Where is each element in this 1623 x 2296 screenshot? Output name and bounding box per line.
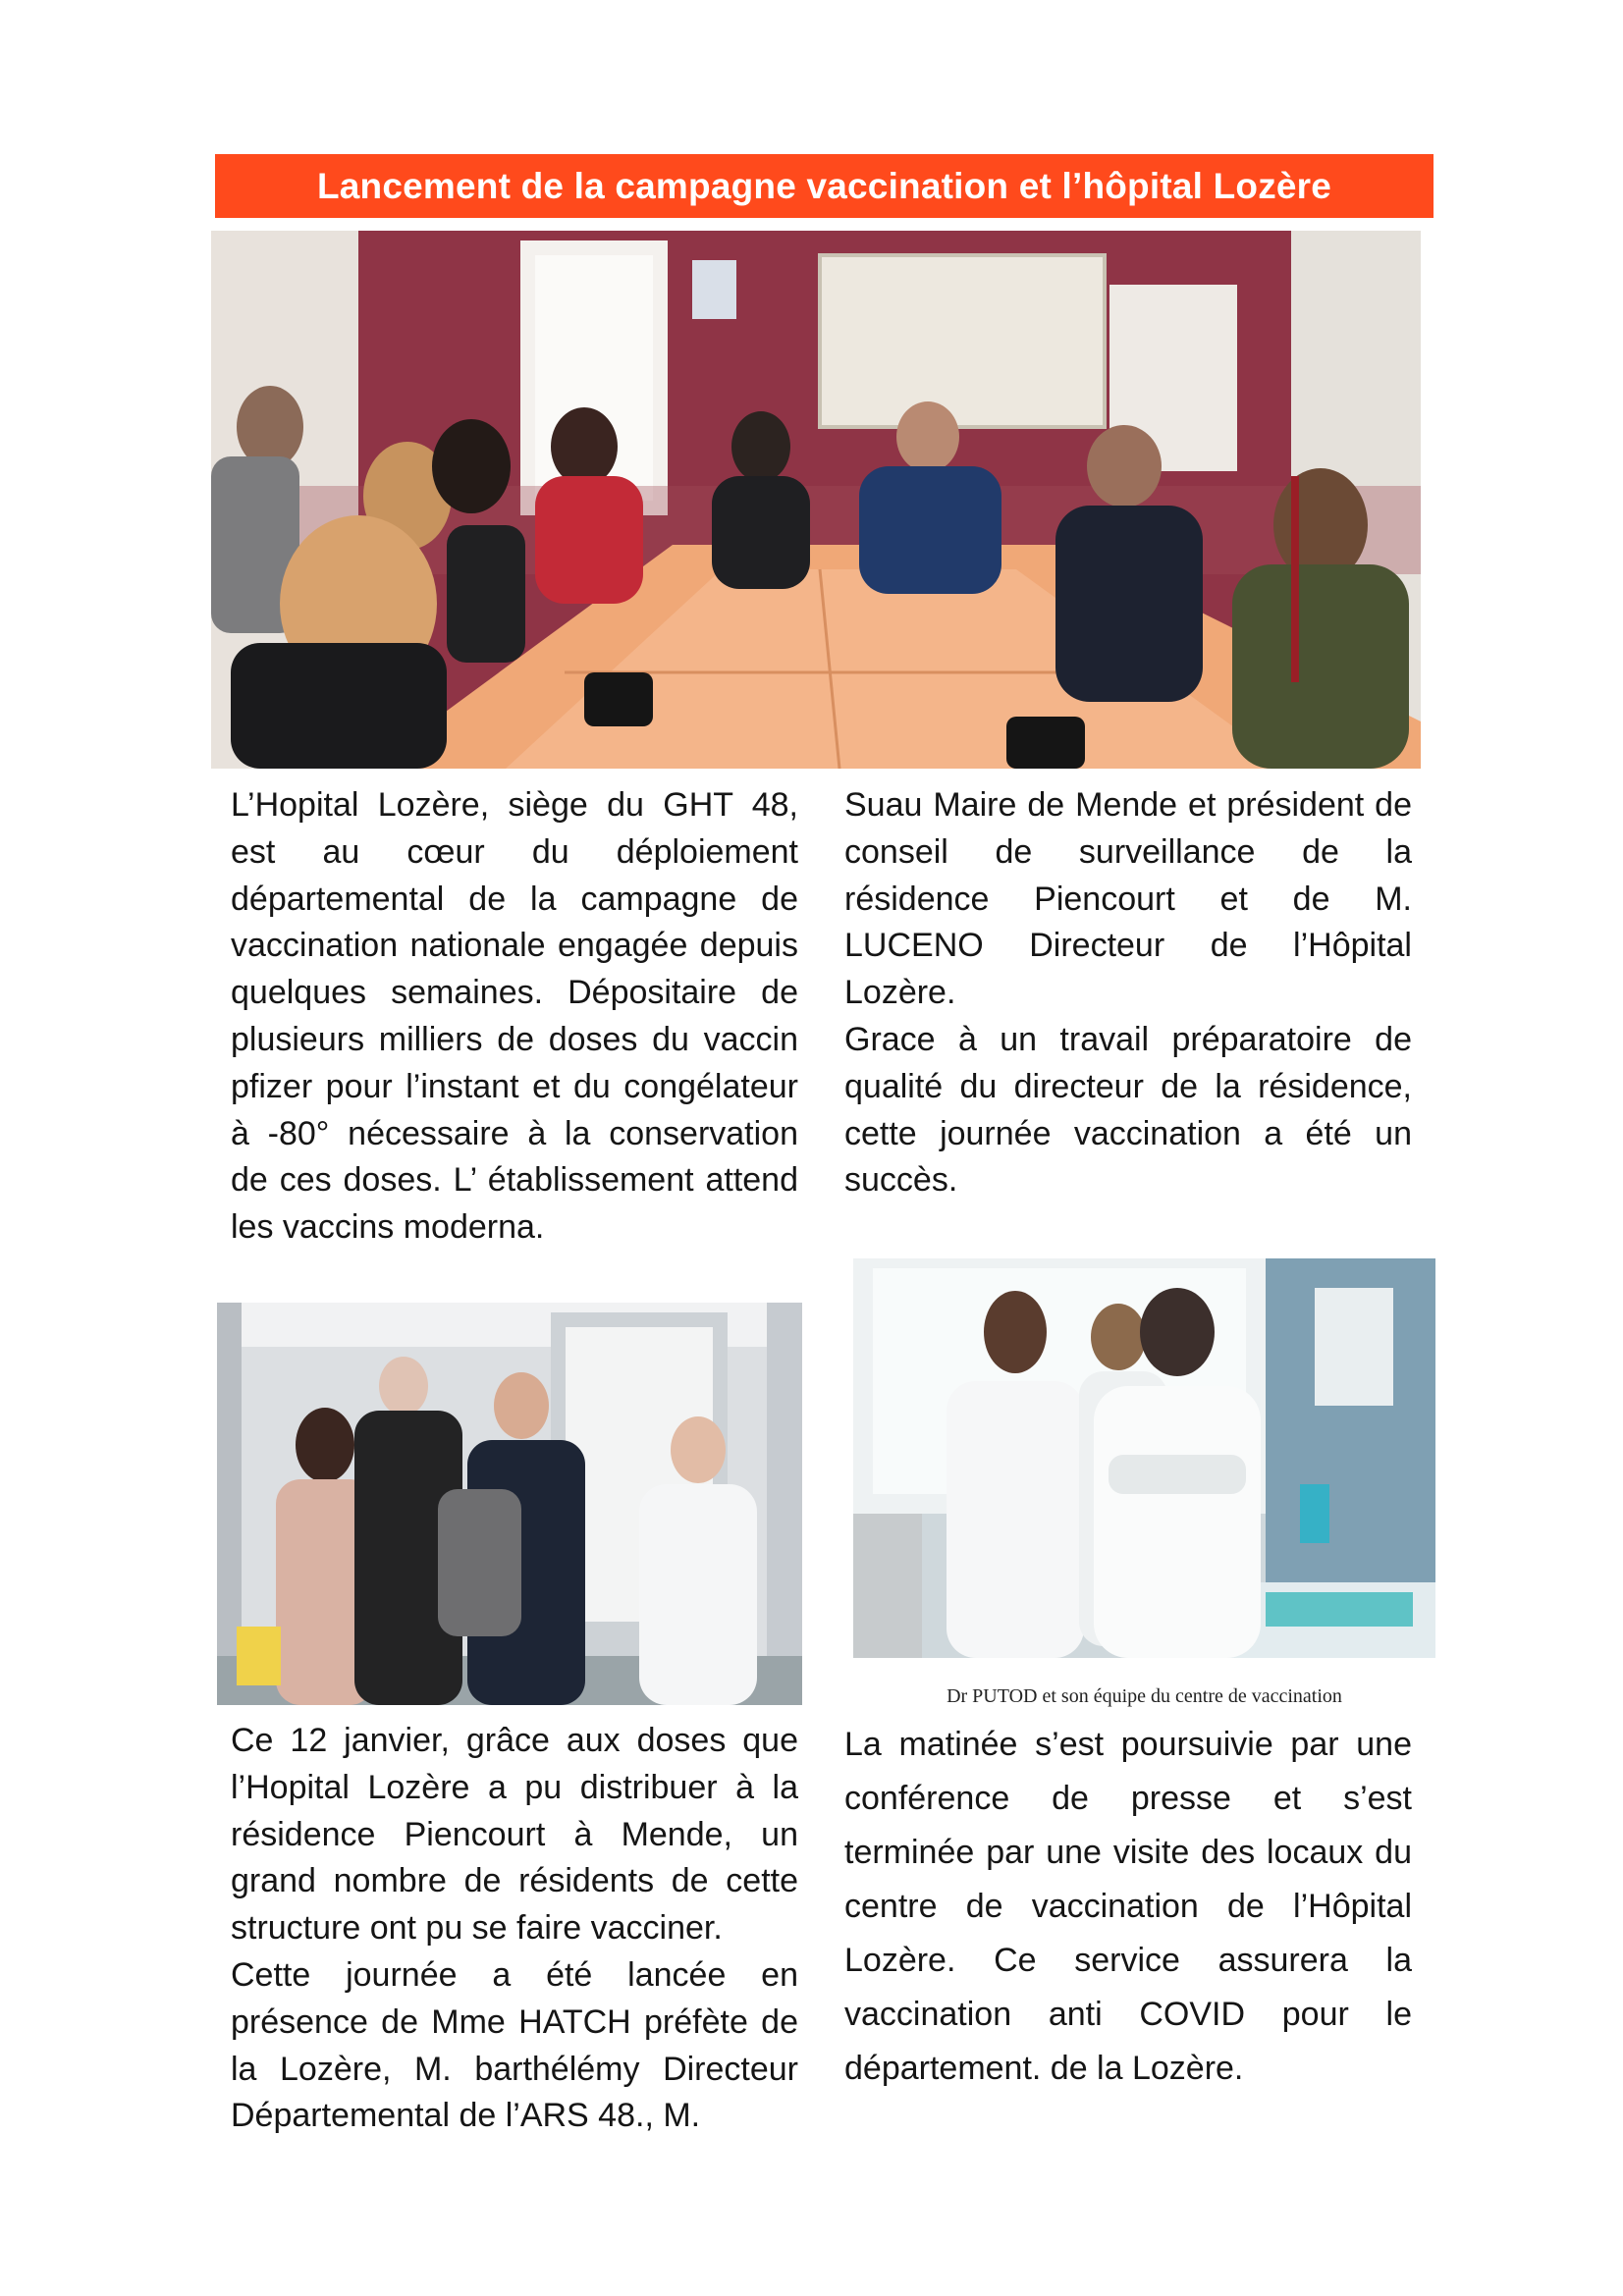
event-paragraphs (231, 1718, 798, 2140)
event-text-2: Cette journée a été lancée en présence de Mme HATCH préfète de la Lozère, M. barthélémy Directeur Départemental de l’ARS 48., M. (231, 1955, 798, 2135)
vaccination-team-photo (853, 1258, 1435, 1658)
article-title: Lancement de la campagne vaccination et l’hôpital Lozère (316, 165, 1332, 206)
intro-paragraph (231, 782, 798, 1252)
intro-text: L’Hopital Lozère, siège du GHT 48, est au cœur du déploiement départemental de la campagne de vaccination nationale engagée depuis quelques semaines. Dépositaire de plusieurs milliers de doses du vaccin pfizer pour l’instant et du congélateur à -80° nécessaire à la conservation de ces doses. L’ établissement attend les vaccins moderna. (231, 786, 798, 1247)
team-photo-caption: Dr PUTOD et son équipe du centre de vaccination (947, 1685, 1342, 1707)
visit-photo (217, 1303, 802, 1705)
closing-paragraph (844, 1718, 1412, 2096)
article-title-banner (215, 154, 1434, 218)
continuation-text-1: Suau Maire de Mende et président de conseil de surveillance de la résidence Piencourt et de M. LUCENO Directeur de l’Hôpital Lozère. (844, 786, 1412, 1012)
event-text-1: Ce 12 janvier, grâce aux doses que l’Hopital Lozère a pu distribuer à la résidence Piencourt à Mende, un grand nombre de résidents de cette structure ont pu se faire vacciner. (231, 1722, 798, 1948)
meeting-photo (211, 231, 1421, 769)
continuation-text-2: Grace à un travail préparatoire de qualité du directeur de la résidence, cette journée vaccination a été un succès. (844, 1020, 1412, 1200)
closing-text: La matinée s’est poursuivie par une conférence de presse et s’est terminée par une visite des locaux du centre de vaccination de l’Hôpital Lozère. Ce service assurera la vaccination anti COVID pour le département. de la Lozère. (844, 1726, 1412, 2087)
continuation-paragraphs (844, 782, 1412, 1204)
